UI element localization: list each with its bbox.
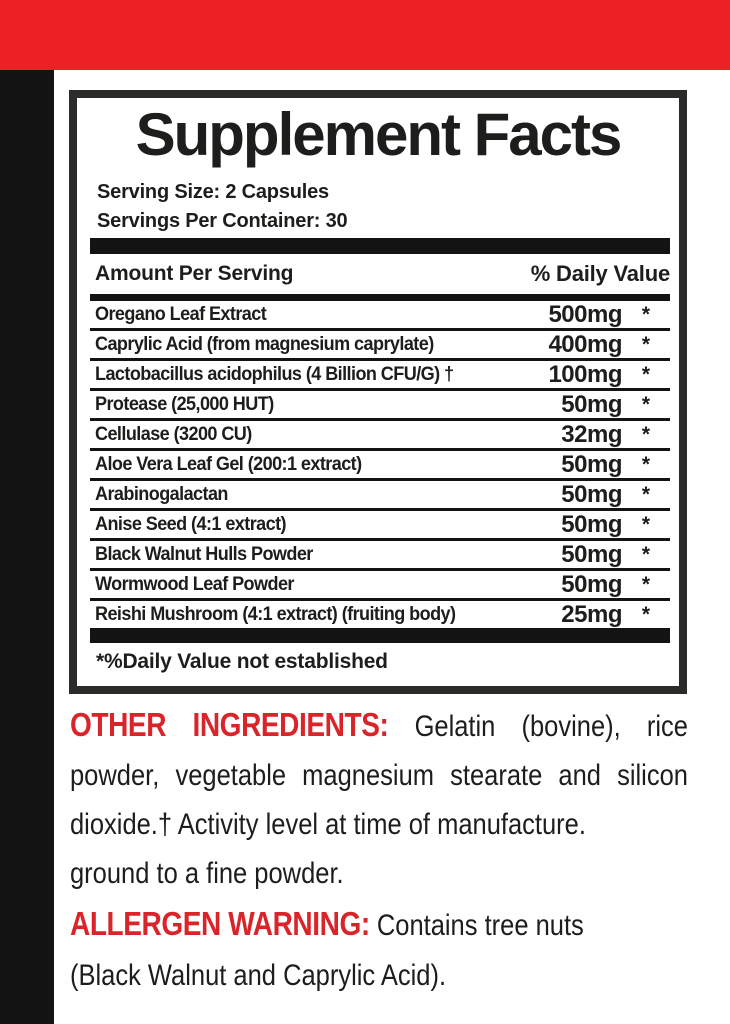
table-row: [90, 508, 670, 538]
table-row: [90, 328, 670, 358]
allergen-warning-line-1-text: Contains tree nuts: [376, 909, 584, 942]
ingredient-amount: 32mg: [561, 420, 622, 448]
ingredient-name: Wormwood Leaf Powder: [95, 573, 294, 595]
allergen-warning-label: ALLERGEN WARNING:: [70, 905, 370, 942]
daily-value-asterisk: *: [641, 482, 651, 506]
allergen-warning-paragraph: [70, 899, 688, 1001]
daily-value-asterisk: *: [641, 512, 651, 536]
allergen-warning-line-1: [70, 899, 688, 951]
daily-value-footnote: *%Daily Value not established: [96, 650, 388, 673]
ingredient-name: Reishi Mushroom (4:1 extract) (fruiting body): [95, 603, 456, 625]
daily-value-asterisk: *: [641, 572, 651, 596]
table-row: [90, 388, 670, 418]
ingredient-amount: 100mg: [548, 360, 622, 388]
ingredient-name: Caprylic Acid (from magnesium caprylate): [95, 333, 434, 355]
ingredient-name: Cellulase (3200 CU): [95, 423, 252, 445]
table-row: [90, 298, 670, 328]
table-row: [90, 568, 670, 598]
supplement-facts-panel: [69, 90, 687, 694]
panel-title: Supplement Facts: [135, 101, 621, 168]
daily-value-asterisk: *: [641, 392, 651, 416]
other-ingredients-paragraph: [70, 700, 688, 898]
other-ingredients-line-1: [70, 700, 688, 751]
daily-value-asterisk: *: [641, 332, 651, 356]
ingredient-name: Aloe Vera Leaf Gel (200:1 extract): [95, 453, 362, 475]
daily-value-asterisk: *: [641, 602, 651, 626]
top-red-banner: [0, 0, 730, 70]
table-header: [90, 254, 670, 298]
serving-size: Serving Size: 2 Capsules: [97, 181, 329, 203]
other-ingredients-line-2: powder, vegetable magnesium stearate and silicon: [70, 759, 688, 792]
ingredient-amount: 50mg: [561, 510, 622, 538]
daily-value-asterisk: *: [641, 302, 651, 326]
serving-info: [97, 178, 679, 236]
column-header-amount: Amount Per Serving: [95, 262, 294, 285]
column-header-daily-value: % Daily Value: [530, 261, 670, 286]
ingredient-name: Oregano Leaf Extract: [95, 303, 267, 325]
daily-value-asterisk: *: [641, 452, 651, 476]
ingredient-amount: 50mg: [561, 540, 622, 568]
other-ingredients-label: OTHER INGREDIENTS:: [70, 706, 389, 743]
table-top-bar: [90, 238, 670, 254]
ingredients-table: [90, 238, 670, 674]
ingredient-amount: 400mg: [548, 330, 622, 358]
table-row: [90, 538, 670, 568]
daily-value-asterisk: *: [641, 362, 651, 386]
ingredient-name: Protease (25,000 HUT): [95, 393, 274, 415]
ingredient-name: Black Walnut Hulls Powder: [95, 543, 313, 565]
ingredient-amount: 500mg: [548, 300, 622, 328]
other-ingredients-line-3: dioxide.† Activity level at time of manufacture.: [70, 808, 586, 841]
table-bottom-bar: [90, 628, 670, 643]
allergen-warning-line-2: (Black Walnut and Caprylic Acid).: [70, 959, 447, 992]
table-row: [90, 598, 670, 628]
table-row: [90, 478, 670, 508]
servings-per-container: Servings Per Container: 30: [97, 210, 348, 232]
other-ingredients-line-1-text: Gelatin (bovine), rice: [414, 710, 688, 743]
ingredient-name: Anise Seed (4:1 extract): [95, 513, 286, 535]
ingredient-amount: 50mg: [561, 450, 622, 478]
other-ingredients-line-4: ground to a fine powder.: [70, 857, 344, 890]
table-row: [90, 358, 670, 388]
table-row: [90, 418, 670, 448]
ingredient-name: Lactobacillus acidophilus (4 Billion CFU/G) †: [95, 363, 454, 385]
table-row: [90, 448, 670, 478]
ingredient-amount: 25mg: [561, 600, 622, 628]
ingredient-amount: 50mg: [561, 570, 622, 598]
ingredient-amount: 50mg: [561, 390, 622, 418]
ingredient-amount: 50mg: [561, 480, 622, 508]
daily-value-asterisk: *: [641, 542, 651, 566]
daily-value-asterisk: *: [641, 422, 651, 446]
ingredient-name: Arabinogalactan: [95, 483, 228, 505]
left-black-strip: [0, 70, 54, 1024]
